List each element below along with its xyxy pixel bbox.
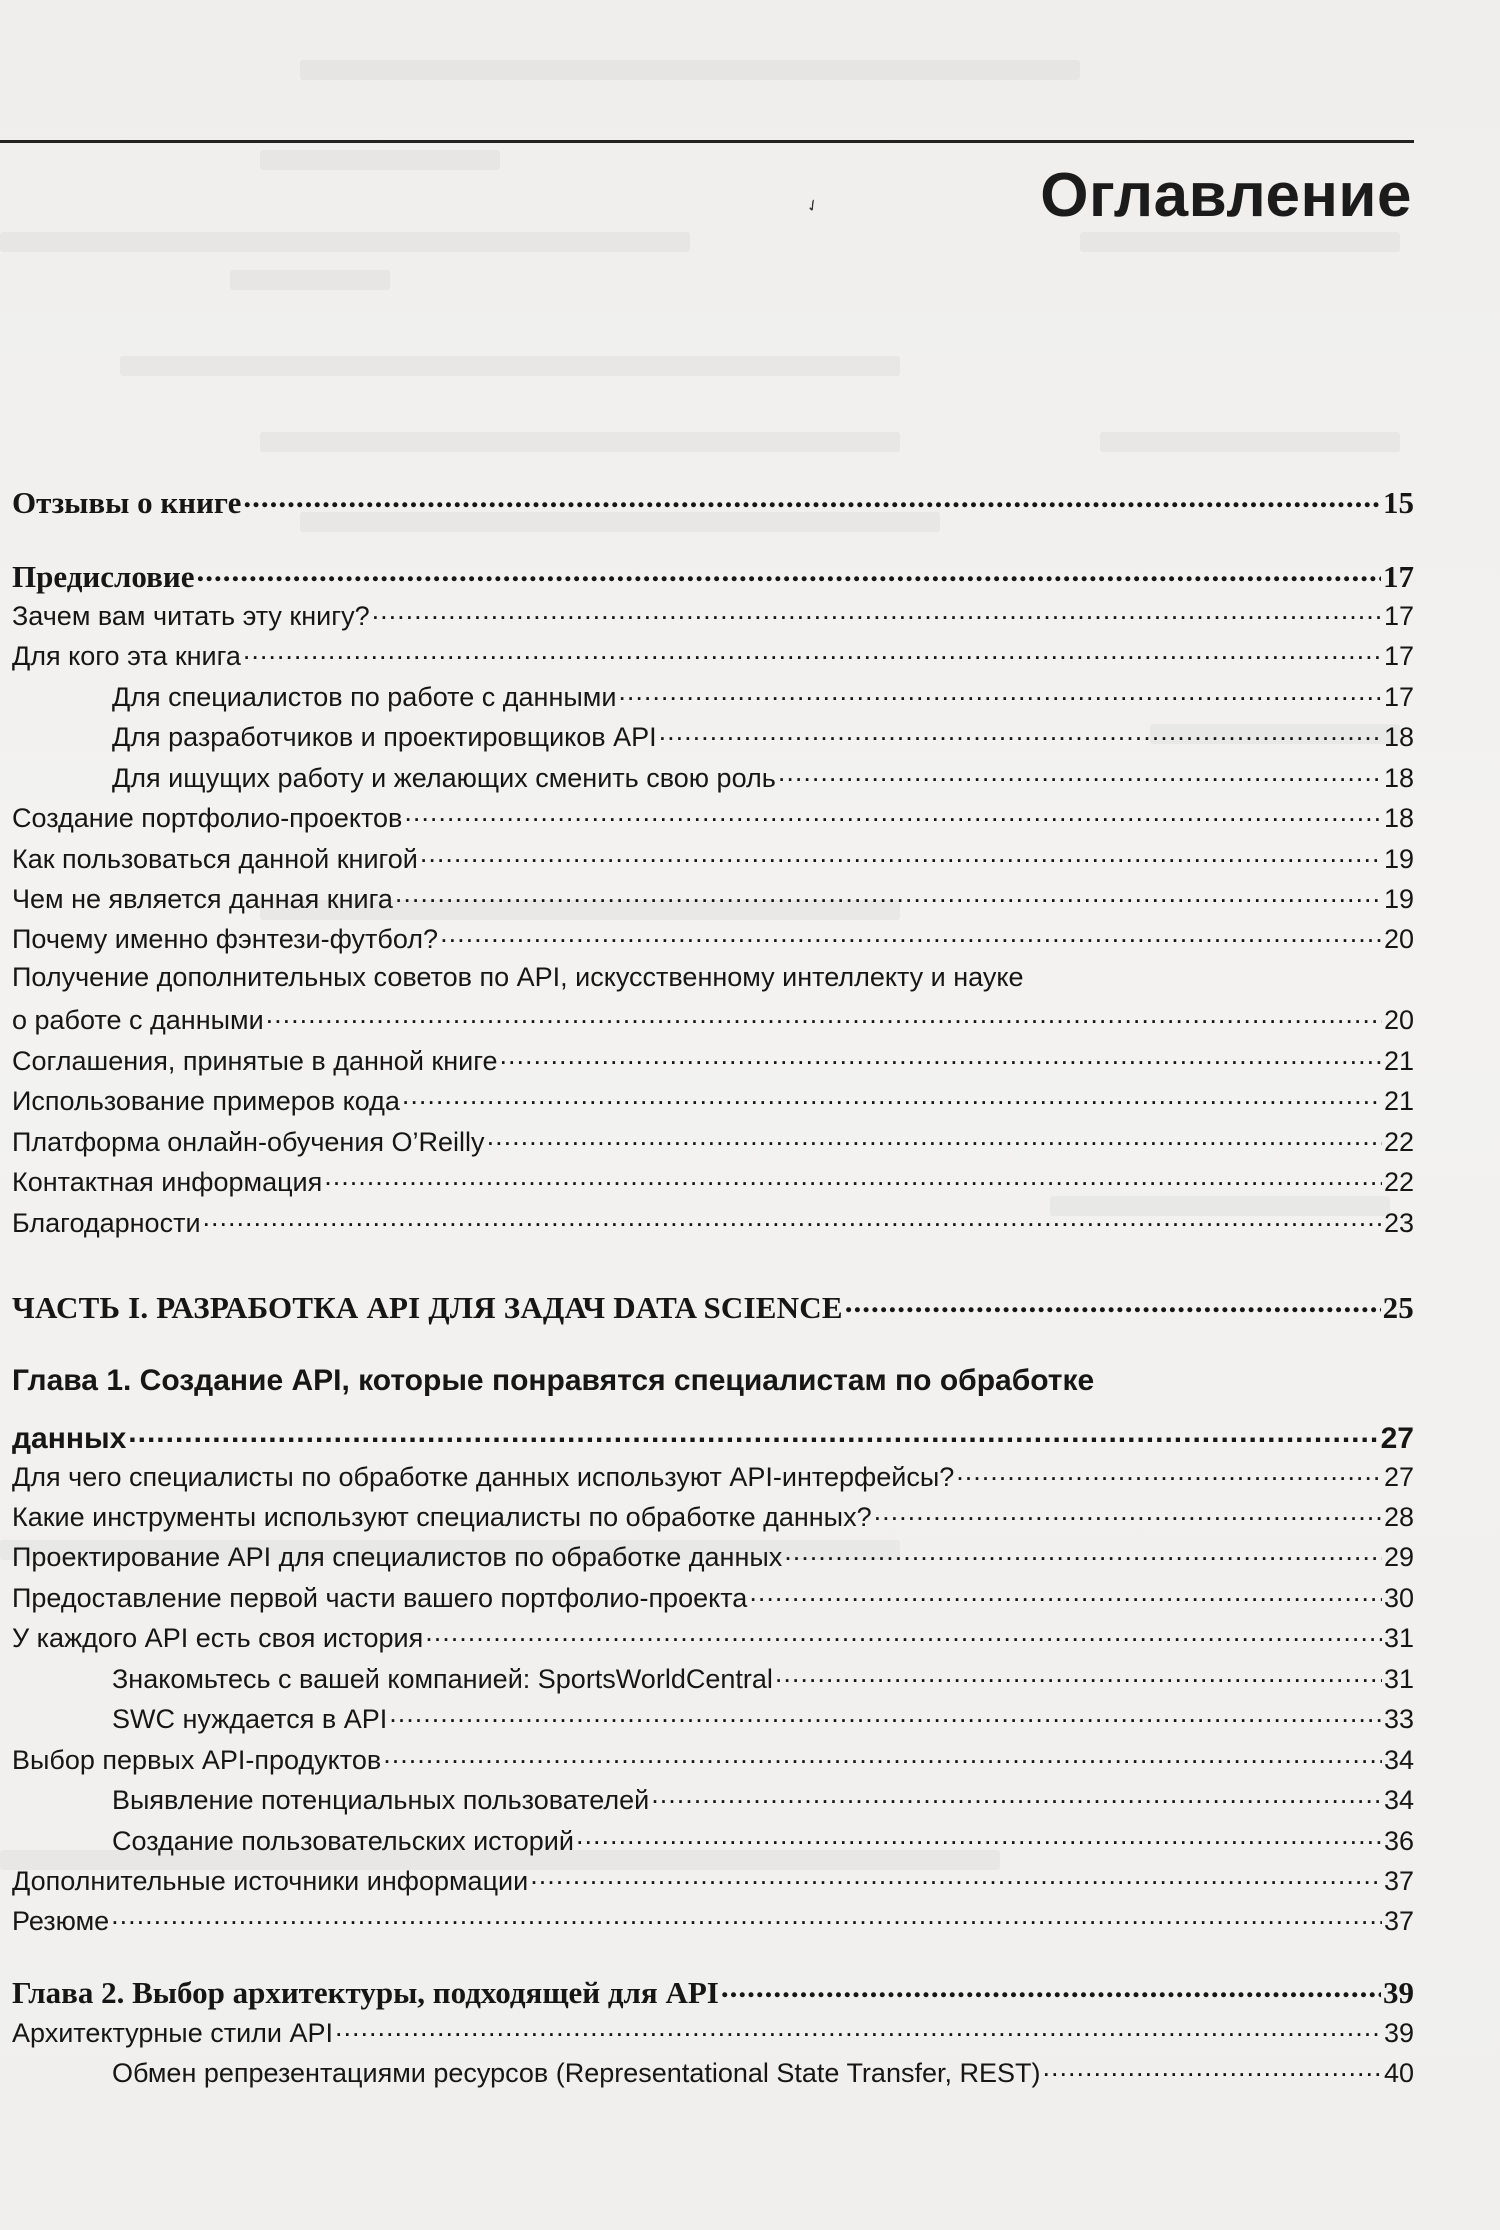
toc-entry-poluchenie-line1[interactable]: Получение дополнительных советов по API, искусственному интеллекту и науке [12,962,1024,992]
toc-leader-dots [425,1620,1382,1647]
toc-entry-ch2[interactable] [12,1972,1414,2011]
toc-page-number: 17 [1383,641,1414,671]
toc-leader-dots [956,1459,1382,1486]
toc-leader-dots [576,1823,1382,1850]
toc-entry-ch1[interactable] [12,1418,1414,1456]
toc-entry-pochemu[interactable] [12,921,1414,955]
page-title: Оглавление [1040,161,1412,230]
toc-leader-dots [530,1863,1382,1890]
toc-entry-kontakt[interactable] [12,1164,1414,1198]
toc-page-number: 20 [1383,1005,1414,1035]
toc-entry-title: Для кого эта книга [12,641,241,671]
toc-entry-title: ЧАСТЬ I. РАЗРАБОТКА API ДЛЯ ЗАДАЧ DATA SCIENCE [12,1290,843,1325]
toc-entry-title: Благодарности [12,1208,201,1238]
toc-entry-rezyume[interactable] [12,1903,1414,1937]
toc-entry-kakie[interactable] [12,1499,1414,1533]
toc-entry-blagodarnosti[interactable] [12,1205,1414,1239]
toc-entry-title: Обмен репрезентациями ресурсов (Representational State Transfer, REST) [112,2058,1041,2088]
toc-entry-zachem[interactable] [12,598,1414,632]
toc-page-number: 15 [1383,485,1414,520]
toc-leader-dots [721,1972,1381,2003]
toc-entry-title: Архитектурные стили API [12,2018,334,2048]
toc-leader-dots [1042,2055,1381,2082]
toc-entry-title: Дополнительные источники информации [12,1866,529,1896]
toc-entry-title: данных [12,1422,127,1455]
toc-page-number: 25 [1382,1290,1414,1325]
toc-entry-title: Какие инструменты используют специалисты по обработке данных? [12,1502,872,1532]
toc-entry-title: Платформа онлайн-обучения O’Reilly [12,1127,485,1157]
toc-page-number: 33 [1383,1704,1414,1734]
toc-entry-title: Создание пользовательских историй [112,1826,574,1856]
toc-entry-title: Контактная информация [12,1167,323,1197]
toc-entry-predislovie[interactable] [12,556,1414,595]
toc-page-number: 17 [1383,682,1414,712]
toc-page-number: 21 [1383,1046,1414,1076]
toc-entry-vybor-pervyh[interactable] [12,1742,1414,1776]
top-rule [0,140,1414,143]
toc-entry-title: Проектирование API для специалистов по обработке данных [12,1542,783,1572]
toc-leader-dots [659,719,1382,746]
toc-entry-title: Для специалистов по работе с данными [112,682,617,712]
toc-page-number: 18 [1383,722,1414,752]
toc-leader-dots [111,1903,1382,1930]
toc-entry-title: Предоставление первой части вашего портфолио-проекта [12,1583,748,1613]
toc-entry-chem-ne[interactable] [12,881,1414,915]
toc-leader-dots [775,1661,1382,1688]
toc-entry-dlya-kogo[interactable] [12,638,1414,672]
toc-leader-dots [618,679,1382,706]
toc-page-number: 37 [1383,1906,1414,1936]
toc-entry-obmen[interactable] [12,2055,1414,2089]
pen-mark: ✓ [802,193,824,218]
toc-entry-title: Создание портфолио-проектов [12,803,403,833]
toc-page-number: 31 [1383,1664,1414,1694]
toc-leader-dots [778,760,1382,787]
toc-entry-title: Глава 2. Выбор архитектуры, подходящей для API [12,1975,719,2010]
toc-page-number: 17 [1383,559,1414,594]
toc-page-number: 29 [1383,1542,1414,1572]
toc-leader-dots [440,921,1382,948]
toc-leader-dots [402,1083,1382,1110]
toc-entry-title: Выявление потенциальных пользователей [112,1785,650,1815]
toc-page-number: 39 [1383,1975,1414,2010]
toc-entry-u-kazhdogo[interactable] [12,1620,1414,1654]
toc-leader-dots [243,482,1381,513]
toc-entry-soglasheniya[interactable] [12,1043,1414,1077]
toc-entry-dlya-chego[interactable] [12,1459,1414,1493]
toc-leader-dots [845,1287,1381,1318]
toc-entry-arh-stili[interactable] [12,2015,1414,2049]
toc-leader-dots [784,1539,1382,1566]
toc-page-number: 22 [1383,1127,1414,1157]
toc-entry-part1[interactable] [12,1287,1414,1326]
toc-entry-title: Знакомьтесь с вашей компанией: SportsWorldCentral [112,1664,773,1694]
toc-leader-dots [749,1580,1382,1607]
toc-entry-title: Для чего специалисты по обработке данных используют API-интерфейсы? [12,1462,955,1492]
toc-page-number: 17 [1383,601,1414,631]
toc-entry-ispolzovanie[interactable] [12,1083,1414,1117]
toc-entry-poluchenie[interactable] [12,1002,1414,1036]
toc-leader-dots [324,1164,1382,1191]
toc-entry-title: Для ищущих работу и желающих сменить свою роль [112,763,776,793]
toc-page-number: 40 [1383,2058,1414,2088]
toc-leader-dots [383,1742,1382,1769]
toc-leader-dots [197,556,1382,587]
toc-entry-title: Отзывы о книге [12,485,242,520]
toc-page-number: 36 [1383,1826,1414,1856]
toc-page-number: 19 [1383,844,1414,874]
toc-leader-dots [128,1418,1378,1448]
toc-entry-dlya-ishchushchih[interactable] [12,760,1414,794]
toc-leader-dots [389,1701,1382,1728]
toc-leader-dots [874,1499,1382,1526]
toc-entry-sozdanie-portfolio[interactable] [12,800,1414,834]
toc-entry-title: Резюме [12,1906,110,1936]
toc-leader-dots [487,1124,1382,1151]
toc-page-number: 18 [1383,803,1414,833]
toc-leader-dots [203,1205,1382,1232]
toc-entry-sozdanie-istoriy[interactable] [12,1823,1414,1857]
toc-leader-dots [266,1002,1382,1029]
toc-page-number: 30 [1383,1583,1414,1613]
toc-leader-dots [395,881,1382,908]
toc-entry-proekt[interactable] [12,1539,1414,1573]
toc-entry-kak-polzovatsya[interactable] [12,841,1414,875]
toc-page-number: 23 [1383,1208,1414,1238]
toc-entry-otzyvy[interactable] [12,482,1414,521]
toc-entry-dlya-spec[interactable] [12,679,1414,713]
toc-page-number: 31 [1383,1623,1414,1653]
toc-page-number: 28 [1383,1502,1414,1532]
toc-entry-title: У каждого API есть своя история [12,1623,424,1653]
toc-page-number: 18 [1383,763,1414,793]
toc-leader-dots [372,598,1382,625]
toc-leader-dots [500,1043,1382,1070]
toc-entry-title: Выбор первых API-продуктов [12,1745,382,1775]
toc-entry-znakomtes[interactable] [12,1661,1414,1695]
toc-entry-dop-istochniki[interactable] [12,1863,1414,1897]
toc-page-number: 37 [1383,1866,1414,1896]
toc-entry-title: Использование примеров кода [12,1086,400,1116]
toc-leader-dots [243,638,1382,665]
toc-page-number: 34 [1383,1785,1414,1815]
toc-page-number: 27 [1380,1422,1414,1455]
toc-entry-title: Чем не является данная книга [12,884,393,914]
toc-entry-title: Как пользоваться данной книгой [12,844,418,874]
toc-entry-title: Почему именно фэнтези-футбол? [12,924,439,954]
toc-page-number: 27 [1383,1462,1414,1492]
toc-page-number: 34 [1383,1745,1414,1775]
toc-page-number: 39 [1383,2018,1414,2048]
toc-entry-dlya-razrab[interactable] [12,719,1414,753]
toc-entry-title: Зачем вам читать эту книгу? [12,601,370,631]
toc-entry-title: о работе с данными [12,1005,264,1035]
toc-entry-swc[interactable] [12,1701,1414,1735]
toc-entry-platforma[interactable] [12,1124,1414,1158]
toc-entry-title: Предисловие [12,559,195,594]
toc-leader-dots [335,2015,1382,2042]
toc-page-number: 20 [1383,924,1414,954]
toc-entry-ch1-line1[interactable]: Глава 1. Создание API, которые понравятся специалистам по обработке [12,1364,1095,1397]
toc-entry-predostavlenie[interactable] [12,1580,1414,1614]
toc-entry-vyyavlenie[interactable] [12,1782,1414,1816]
toc-entry-title: Для разработчиков и проектировщиков API [112,722,657,752]
toc-page-number: 22 [1383,1167,1414,1197]
toc-page-number: 19 [1383,884,1414,914]
toc-leader-dots [651,1782,1382,1809]
toc-leader-dots [420,841,1382,868]
toc-entry-title: SWC нуждается в API [112,1704,388,1734]
toc-entry-title: Соглашения, принятые в данной книге [12,1046,498,1076]
toc-leader-dots [404,800,1382,827]
toc-page-number: 21 [1383,1086,1414,1116]
